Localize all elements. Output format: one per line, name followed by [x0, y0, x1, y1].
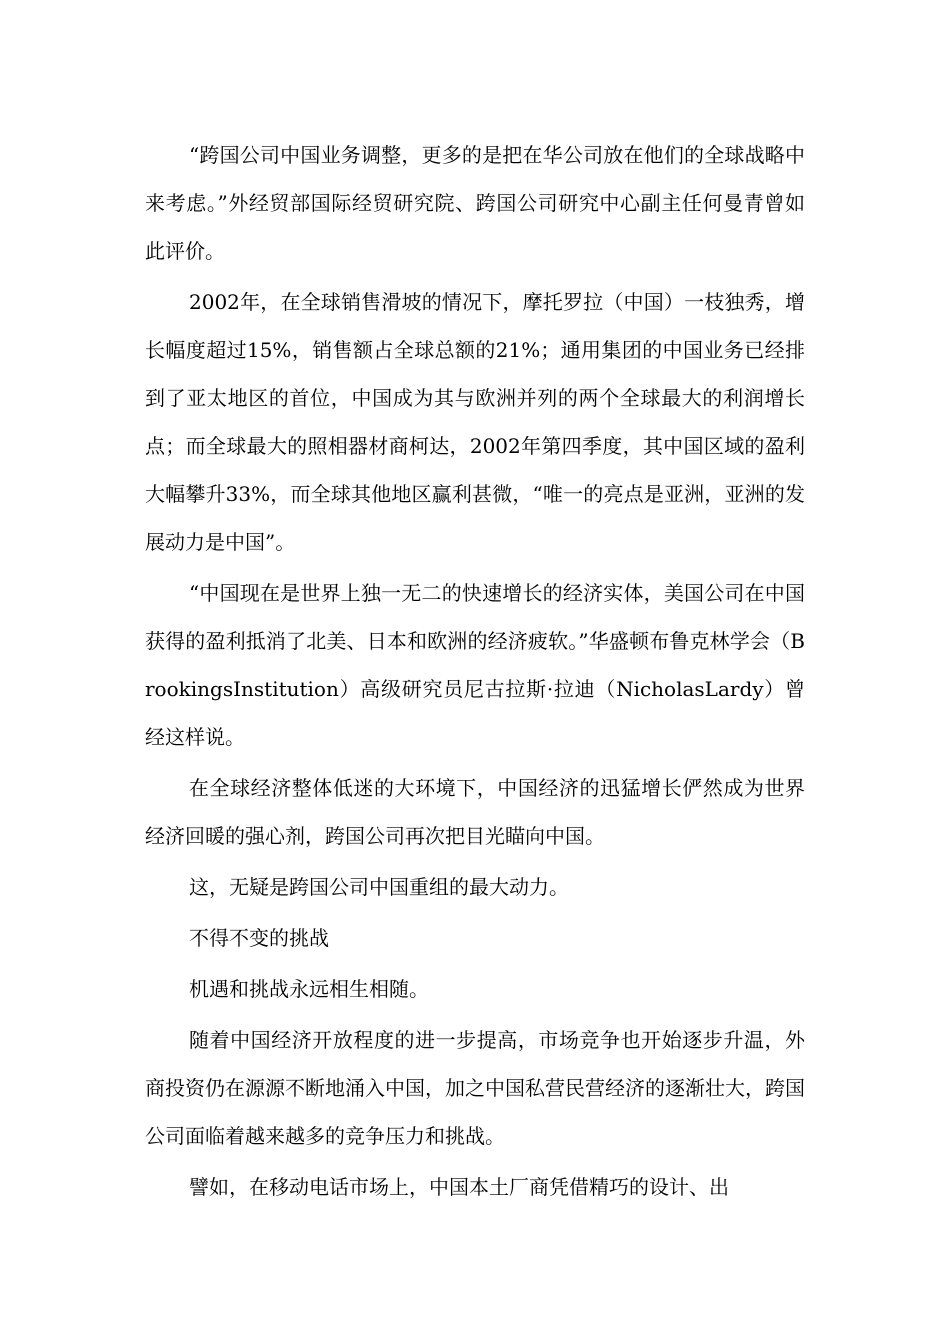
paragraph-3: “中国现在是世界上独一无二的快速增长的经济实体，美国公司在中国获得的盈利抵消了北美、日本和欧洲的经济疲软。”华盛顿布鲁克林学会（BrookingsInstitution）高级研究员尼古拉斯·拉迪（NicholasLardy）曾经这样说。: [145, 581, 805, 749]
paragraph-4: 在全球经济整体低迷的大环境下，中国经济的迅猛增长俨然成为世界经济回暖的强心剂，跨国公司再次把目光瞄向中国。: [145, 776, 805, 848]
paragraph-8: 随着中国经济开放程度的进一步提高，市场竞争也开始逐步升温，外商投资仍在源源不断地涌入中国，加之中国私营民营经济的逐渐壮大，跨国公司面临着越来越多的竞争压力和挑战。: [145, 1028, 805, 1148]
paragraph-2: 2002年，在全球销售滑坡的情况下，摩托罗拉（中国）一枝独秀，增长幅度超过15%，销售额占全球总额的21%；通用集团的中国业务已经排到了亚太地区的首位，中国成为其与欧洲并列的两个全球最大的利润增长点；而全球最大的照相器材商柯达，2002年第四季度，其中国区域的盈利大幅攀升33%，而全球其他地区赢利甚微，“唯一的亮点是亚洲，亚洲的发展动力是中国”。: [145, 290, 805, 554]
paragraph-5: 这，无疑是跨国公司中国重组的最大动力。: [189, 875, 569, 899]
paragraph-1: “跨国公司中国业务调整，更多的是把在华公司放在他们的全球战略中来考虑。”外经贸部国际经贸研究院、跨国公司研究中心副主任何曼青曾如此评价。: [145, 143, 805, 263]
section-heading: 不得不变的挑战: [189, 926, 329, 950]
paragraph-7: 机遇和挑战永远相生相随。: [189, 977, 429, 1001]
paragraph-9: 譬如，在移动电话市场上，中国本土厂商凭借精巧的设计、出: [189, 1175, 729, 1199]
document-body: [145, 131, 805, 1214]
